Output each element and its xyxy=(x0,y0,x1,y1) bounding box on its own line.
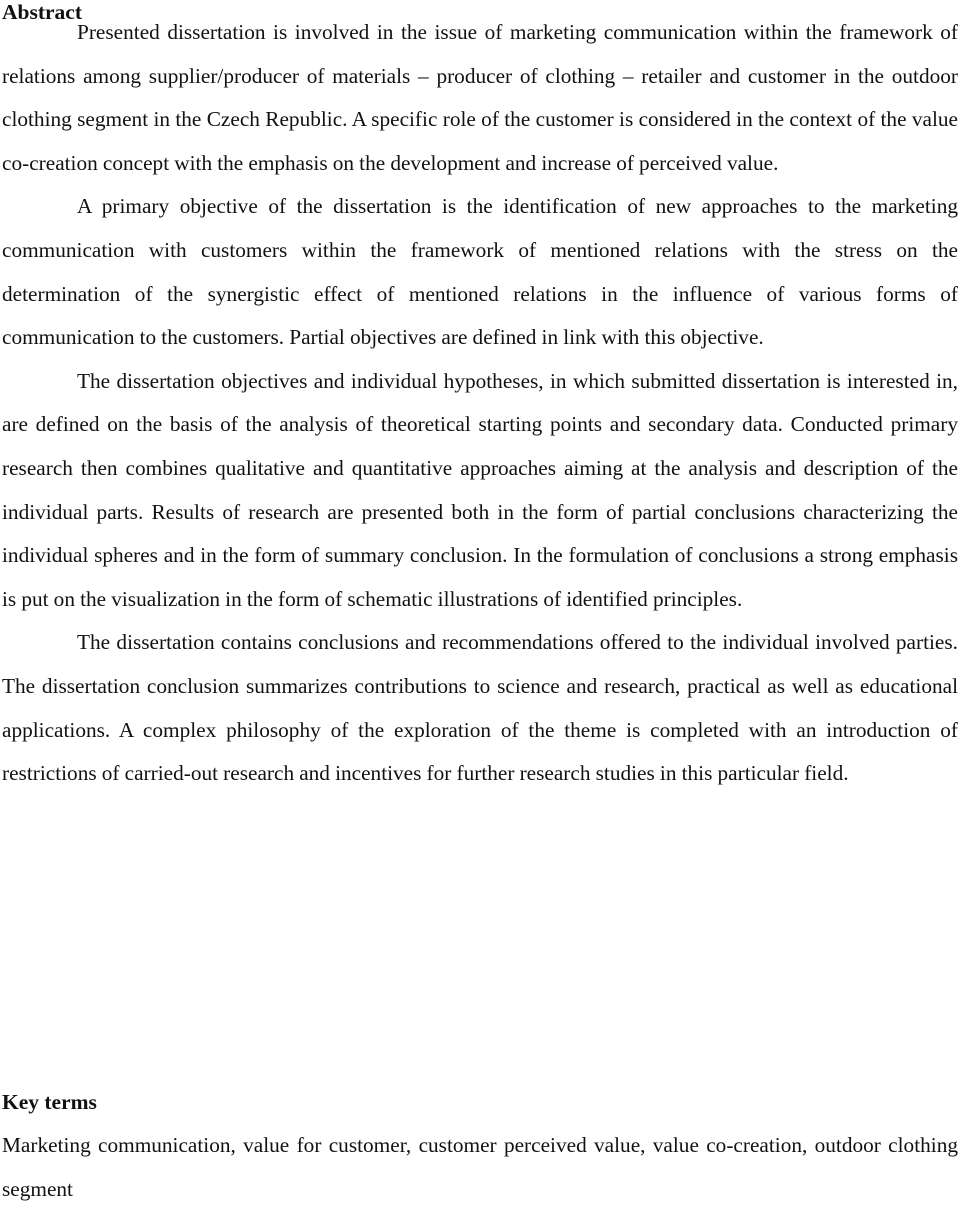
abstract-paragraph-2: A primary objective of the dissertation is the identification of new approaches to the marketing communication with customers within the framework of mentioned relations with the stress on the determination of the synergistic effect of mentioned relations in the influence of various forms of communication to the customers. Partial objectives are defined in link with this objective. xyxy=(2,194,958,350)
abstract-paragraph-3: The dissertation objectives and individual hypotheses, in which submitted dissertation is interested in, are defined on the basis of the analysis of theoretical starting points and secondary data. Conducted primary research then combines qualitative and quantitative approaches aiming at the analysis and description of the individual parts. Results of research are presented both in the form of partial conclusions characterizing the individual spheres and in the form of summary conclusion. In the formulation of conclusions a strong emphasis is put on the visualization in the form of schematic illustrations of identified principles. xyxy=(2,368,958,611)
abstract-body xyxy=(2,11,958,796)
abstract-paragraph-4: The dissertation contains conclusions and recommendations offered to the individual involved parties. The dissertation conclusion summarizes contributions to science and research, practical as well as educational applications. A complex philosophy of the exploration of the theme is completed with an introduction of restrictions of carried-out research and incentives for further research studies in this particular field. xyxy=(2,630,958,786)
abstract-heading: Abstract xyxy=(2,0,83,24)
abstract-paragraph-1: Presented dissertation is involved in the issue of marketing communication within the framework of relations among supplier/producer of materials – producer of clothing – retailer and customer in the outdoor clothing segment in the Czech Republic. A specific role of the customer is considered in the context of the value co-creation concept with the emphasis on the development and increase of perceived value. xyxy=(2,20,958,175)
key-terms-text: Marketing communication, value for customer, customer perceived value, value co-creation, outdoor clothing segment xyxy=(2,1133,958,1201)
key-terms-body xyxy=(2,1124,958,1211)
key-terms-heading: Key terms xyxy=(2,1090,97,1114)
